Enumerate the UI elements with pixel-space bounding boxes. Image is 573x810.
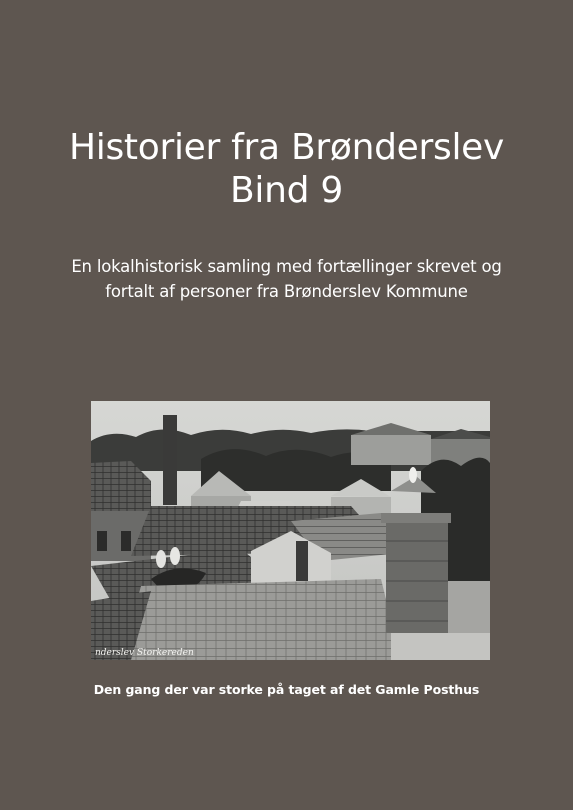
- book-subtitle: [30, 254, 543, 304]
- subtitle-line-2: fortalt af personer fra Brønderslev Kommune: [105, 282, 468, 301]
- subtitle-line-1: En lokalhistorisk samling med fortællinger skrevet og: [71, 257, 502, 276]
- photo-caption: Den gang der var storke på taget af det Gamle Posthus: [93, 682, 480, 697]
- book-title: [0, 126, 573, 212]
- photo-inscription: nderslev Storkereden: [95, 648, 194, 658]
- rooftop-photo-illustration: [91, 401, 490, 660]
- title-line-1: Historier fra Brønderslev: [69, 127, 504, 168]
- title-line-2: Bind 9: [230, 170, 343, 211]
- cover-photo-rooftops: [91, 401, 490, 660]
